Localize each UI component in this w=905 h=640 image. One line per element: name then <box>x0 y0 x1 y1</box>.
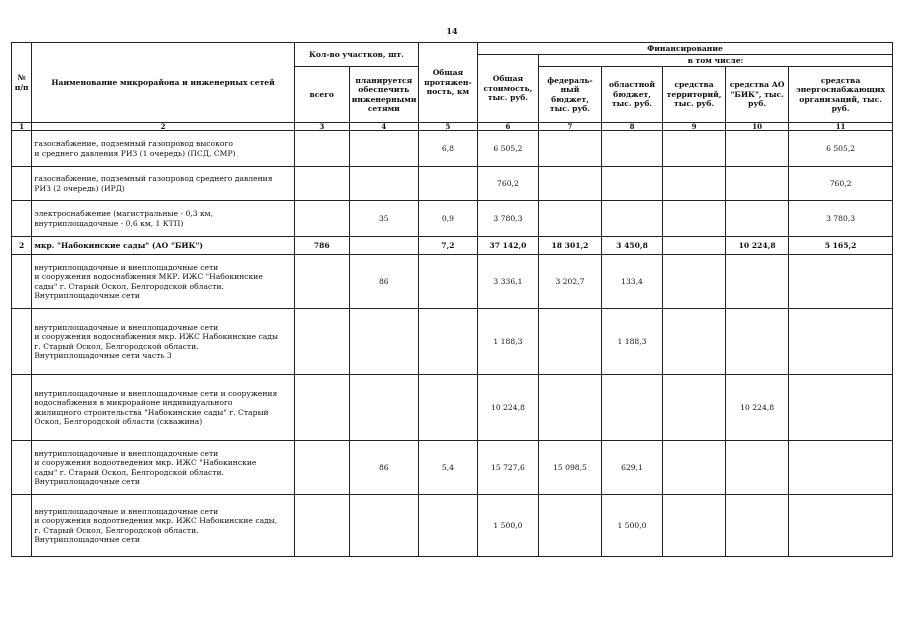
cell-energy <box>789 255 893 309</box>
cell-length: 7,2 <box>418 237 477 255</box>
cell-regional: 1 188,3 <box>602 309 663 375</box>
cell-territories <box>663 255 726 309</box>
col-index: 5 <box>418 123 477 131</box>
cell-planned <box>349 309 418 375</box>
header-total-cost: Общая стоимость, тыс. руб. <box>477 55 538 123</box>
cell-cost: 37 142,0 <box>477 237 538 255</box>
col-index: 11 <box>789 123 893 131</box>
cell-cost: 15 727,6 <box>477 441 538 495</box>
header-regional: областной бюджет, тыс. руб. <box>602 67 663 123</box>
cell-name: мкр. "Набокинские сады" (АО "БИК") <box>32 237 294 255</box>
cell-name: внутриплощадочные и внеплощадочные сети и сооружения водоотведения мкр. ИЖС Набокинские сады, г. Старый Оскол, Белгородской области. Внутриплощадочные сети <box>32 495 294 557</box>
header-financing: Финансирование <box>477 43 892 55</box>
cell-bik <box>726 131 789 167</box>
col-index: 4 <box>349 123 418 131</box>
cell-planned: 35 <box>349 201 418 237</box>
cell-federal <box>538 201 601 237</box>
cell-total <box>294 375 349 441</box>
cell-length <box>418 167 477 201</box>
cell-planned: 86 <box>349 255 418 309</box>
header-plots-total: всего <box>294 67 349 123</box>
cell-total: 786 <box>294 237 349 255</box>
cell-territories <box>663 309 726 375</box>
table-row <box>12 375 893 441</box>
cell-total <box>294 495 349 557</box>
cell-planned: 86 <box>349 441 418 495</box>
cell-bik <box>726 309 789 375</box>
cell-no <box>12 201 32 237</box>
financing-table <box>11 42 893 557</box>
cell-regional: 3 450,8 <box>602 237 663 255</box>
cell-name: внутриплощадочные и внеплощадочные сети и сооружения водоснабжения в микрорайоне индивидуального жилищного строительства "Набокинские сады" г. Старый Оскол, Белгородской области (скважина) <box>32 375 294 441</box>
cell-energy: 5 165,2 <box>789 237 893 255</box>
cell-bik <box>726 441 789 495</box>
header-energy: средства энергоснабжающих организаций, тыс. руб. <box>789 67 893 123</box>
cell-energy <box>789 309 893 375</box>
table-header <box>12 43 893 131</box>
cell-territories <box>663 441 726 495</box>
cell-no <box>12 441 32 495</box>
header-plots-group: Кол-во участков, шт. <box>294 43 418 67</box>
cell-no <box>12 167 32 201</box>
cell-name: внутриплощадочные и внеплощадочные сети и сооружения водоотведения мкр. ИЖС "Набокинские сады" г. Старый Оскол, Белгородской области. Внутриплощадочные сети <box>32 441 294 495</box>
cell-bik <box>726 201 789 237</box>
cell-total <box>294 309 349 375</box>
cell-federal <box>538 309 601 375</box>
cell-bik <box>726 167 789 201</box>
header-territories: средства территорий, тыс. руб. <box>663 67 726 123</box>
col-index: 10 <box>726 123 789 131</box>
cell-name: электроснабжение (магистральные - 0,3 км, внутриплощадочные - 0,6 км, 1 КТП) <box>32 201 294 237</box>
cell-length <box>418 495 477 557</box>
cell-name: газоснабжение, подземный газопровод высокого и среднего давления РИЗ (1 очередь) (ПСД, СМР) <box>32 131 294 167</box>
cell-cost: 10 224,8 <box>477 375 538 441</box>
table-row <box>12 201 893 237</box>
cell-total <box>294 441 349 495</box>
cell-planned <box>349 375 418 441</box>
cell-regional <box>602 167 663 201</box>
cell-planned <box>349 495 418 557</box>
cell-name: газоснабжение, подземный газопровод среднего давления РИЗ (2 очередь) (ИРД) <box>32 167 294 201</box>
cell-name: внутриплощадочные и внеплощадочные сети и сооружения водоснабжения мкр. ИЖС Набокинские сады г. Старый Оскол, Белгородской области. Внутриплощадочные сети часть 3 <box>32 309 294 375</box>
cell-regional: 1 500,0 <box>602 495 663 557</box>
column-index-row <box>12 123 893 131</box>
header-federal: федераль-ный бюджет, тыс. руб. <box>538 67 601 123</box>
cell-regional <box>602 375 663 441</box>
cell-cost: 3 336,1 <box>477 255 538 309</box>
table-row <box>12 441 893 495</box>
table-row <box>12 495 893 557</box>
page-number: 14 <box>446 26 458 36</box>
cell-no <box>12 495 32 557</box>
cell-no: 2 <box>12 237 32 255</box>
cell-bik: 10 224,8 <box>726 237 789 255</box>
cell-bik <box>726 495 789 557</box>
cell-federal <box>538 375 601 441</box>
cell-territories <box>663 237 726 255</box>
cell-total <box>294 167 349 201</box>
cell-no <box>12 309 32 375</box>
table-row <box>12 255 893 309</box>
cell-energy: 760,2 <box>789 167 893 201</box>
cell-energy <box>789 375 893 441</box>
header-no: № п/п <box>12 43 32 123</box>
header-bik: средства АО "БИК", тыс. руб. <box>726 67 789 123</box>
cell-no <box>12 375 32 441</box>
cell-federal <box>538 131 601 167</box>
cell-territories <box>663 131 726 167</box>
table-row <box>12 167 893 201</box>
cell-length: 6,8 <box>418 131 477 167</box>
cell-name: внутриплощадочные и внеплощадочные сети и сооружения водоснабжения МКР. ИЖС "Набокинские сады" г. Старый Оскол, Белгородской области. Внутриплощадочные сети <box>32 255 294 309</box>
table-body <box>12 131 893 557</box>
col-index: 2 <box>32 123 294 131</box>
col-index: 9 <box>663 123 726 131</box>
cell-planned <box>349 237 418 255</box>
cell-cost: 1 188,3 <box>477 309 538 375</box>
header-including: в том числе: <box>538 55 892 67</box>
cell-bik <box>726 255 789 309</box>
cell-federal <box>538 495 601 557</box>
cell-total <box>294 201 349 237</box>
table-row <box>12 131 893 167</box>
cell-total <box>294 255 349 309</box>
col-index: 1 <box>12 123 32 131</box>
cell-cost: 1 500,0 <box>477 495 538 557</box>
cell-length <box>418 309 477 375</box>
cell-territories <box>663 167 726 201</box>
cell-energy <box>789 441 893 495</box>
cell-planned <box>349 131 418 167</box>
cell-total <box>294 131 349 167</box>
cell-regional: 133,4 <box>602 255 663 309</box>
cell-length <box>418 255 477 309</box>
cell-cost: 760,2 <box>477 167 538 201</box>
cell-no <box>12 131 32 167</box>
cell-cost: 3 780,3 <box>477 201 538 237</box>
cell-regional <box>602 131 663 167</box>
table-row <box>12 309 893 375</box>
cell-bik: 10 224,8 <box>726 375 789 441</box>
cell-federal: 18 301,2 <box>538 237 601 255</box>
cell-length: 0,9 <box>418 201 477 237</box>
col-index: 6 <box>477 123 538 131</box>
cell-territories <box>663 201 726 237</box>
cell-territories <box>663 495 726 557</box>
header-name: Наименование микрорайона и инженерных сетей <box>32 43 294 123</box>
cell-regional: 629,1 <box>602 441 663 495</box>
col-index: 8 <box>602 123 663 131</box>
cell-cost: 6 505,2 <box>477 131 538 167</box>
cell-length: 5,4 <box>418 441 477 495</box>
cell-territories <box>663 375 726 441</box>
header-plots-planned: планируется обеспечить инженерными сетями <box>349 67 418 123</box>
cell-regional <box>602 201 663 237</box>
col-index: 7 <box>538 123 601 131</box>
cell-federal <box>538 167 601 201</box>
cell-energy: 3 780,3 <box>789 201 893 237</box>
cell-no <box>12 255 32 309</box>
cell-planned <box>349 167 418 201</box>
cell-federal: 3 202,7 <box>538 255 601 309</box>
cell-energy: 6 505,2 <box>789 131 893 167</box>
col-index: 3 <box>294 123 349 131</box>
cell-federal: 15 098,5 <box>538 441 601 495</box>
table-row <box>12 237 893 255</box>
header-length: Общая протяжен-ность, км <box>418 43 477 123</box>
cell-energy <box>789 495 893 557</box>
cell-length <box>418 375 477 441</box>
